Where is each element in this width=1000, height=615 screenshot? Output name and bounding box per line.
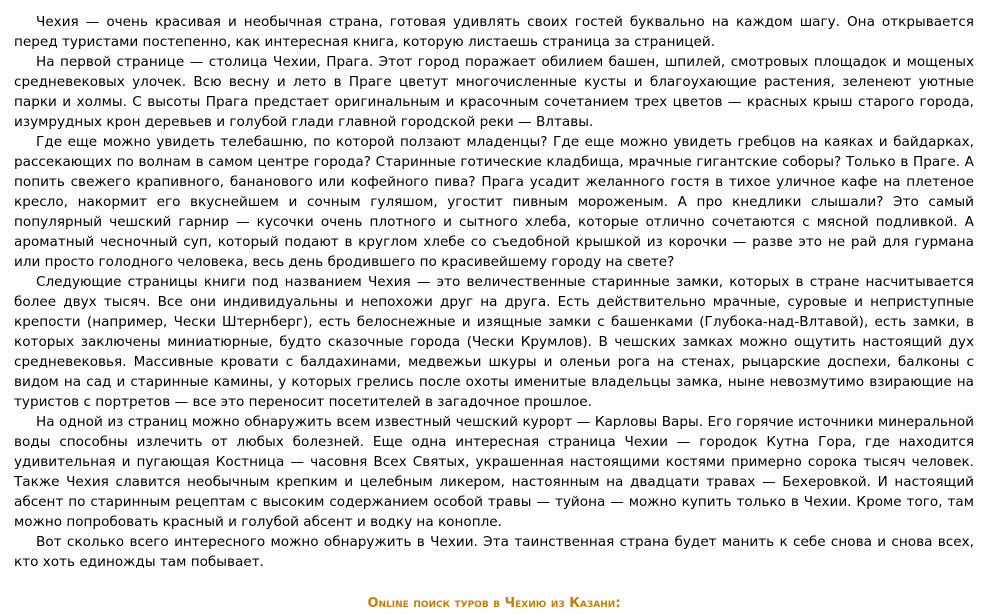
paragraph-intro: Чехия — очень красивая и необычная страна, готовая удивлять своих гостей буквально на каждом шагу. Она открывается перед туристами постепенно, как интересная книга, которую листаешь страница за страницей. bbox=[14, 14, 974, 50]
paragraph-resorts: На одной из страниц можно обнаружить всем известный чешский курорт — Карловы Вары. Его горячие источники минеральной воды способны излечить от любых болезней. Еще одна интересная страница Чехии — городок Кутна Гора, где находится удивительная и пугающая Костница — часовня Всех Святых, украшенная настоящими костями примерно сорока тысяч человек. Также Чехия славится необычным крепким и целебным ликером, настоянным на двадцати травах — Бехеровкой. И настоящий абсент по старинным рецептам с высоким содержанием особой травы — туйона — можно купить только в Чехии. Кроме того, там можно попробовать красный и голубой абсент и водку на конопле. bbox=[14, 414, 974, 530]
paragraph-prague-food: Где еще можно увидеть телебашню, по которой ползают младенцы? Где еще можно увидеть гребцов на каяках и байдарках, рассекающих по волнам в самом центре города? Старинные готические кладбища, мрачные гигантские соборы? Только в Праге. А попить свежего крапивного, бананового или кофейного пива? Прага усадит желанного гостя в тихое уличное кафе на плетеное кресло, накормит его вкуснейшем и сочным гуляшом, угостит пивным мороженым. А про кнедлики слышали? Это самый популярный чешский гарнир — кусочки очень плотного и сытного хлеба, которые отлично сочетаются с мясной подливкой. А ароматный чесночный суп, который подают в круглом хлебе со съедобной крышкой из корочки — разве это не рай для гурмана или просто голодного человека, весь день бродившего по красивейшему городу на свете? bbox=[14, 134, 974, 270]
tour-search-heading: Online поиск туров в Чехию из Казани: bbox=[367, 596, 621, 611]
paragraph-conclusion: Вот сколько всего интересного можно обнаружить в Чехии. Эта таинственная страна будет манить к себе снова и снова всех, кто хоть единожды там побывает. bbox=[14, 534, 974, 570]
paragraph-prague: На первой странице — столица Чехии, Прага. Этот город поражает обилием башен, шпилей, смотровых площадок и мощеных средневековых улочек. Всю весну и лето в Праге цветут многочисленные кусты и благоухающие растения, зеленеют уютные парки и холмы. С высоты Прага предстает оригинальным и красочным сочетанием трех цветов — красных крыш старого города, изумрудных крон деревьев и голубой глади главной городской реки — Влтавы. bbox=[14, 54, 974, 130]
paragraph-castles: Следующие страницы книги под названием Чехия — это величественные старинные замки, которых в стране насчитывается более двух тысяч. Все они индивидуальны и непохожи друг на друга. Есть действительно мрачные, суровые и неприступные крепости (например, Чески Штернберг), есть белоснежные и изящные замки с башенками (Глубока-над-Влтавой), есть замки, в которых заключены миниатюрные, будто сказочные города (Чески Крумлов). В чешских замках можно ощутить настоящий дух средневековья. Массивные кровати с балдахинами, медвежьи шкуры и оленьи рога на стенах, рыцарские доспехи, балконы с видом на сад и старинные камины, у которых грелись после охоты именитые владельцы замка, ныне невозмутимо взирающие на туристов с портретов — все это переносит посетителей в загадочное прошлое. bbox=[14, 274, 974, 410]
